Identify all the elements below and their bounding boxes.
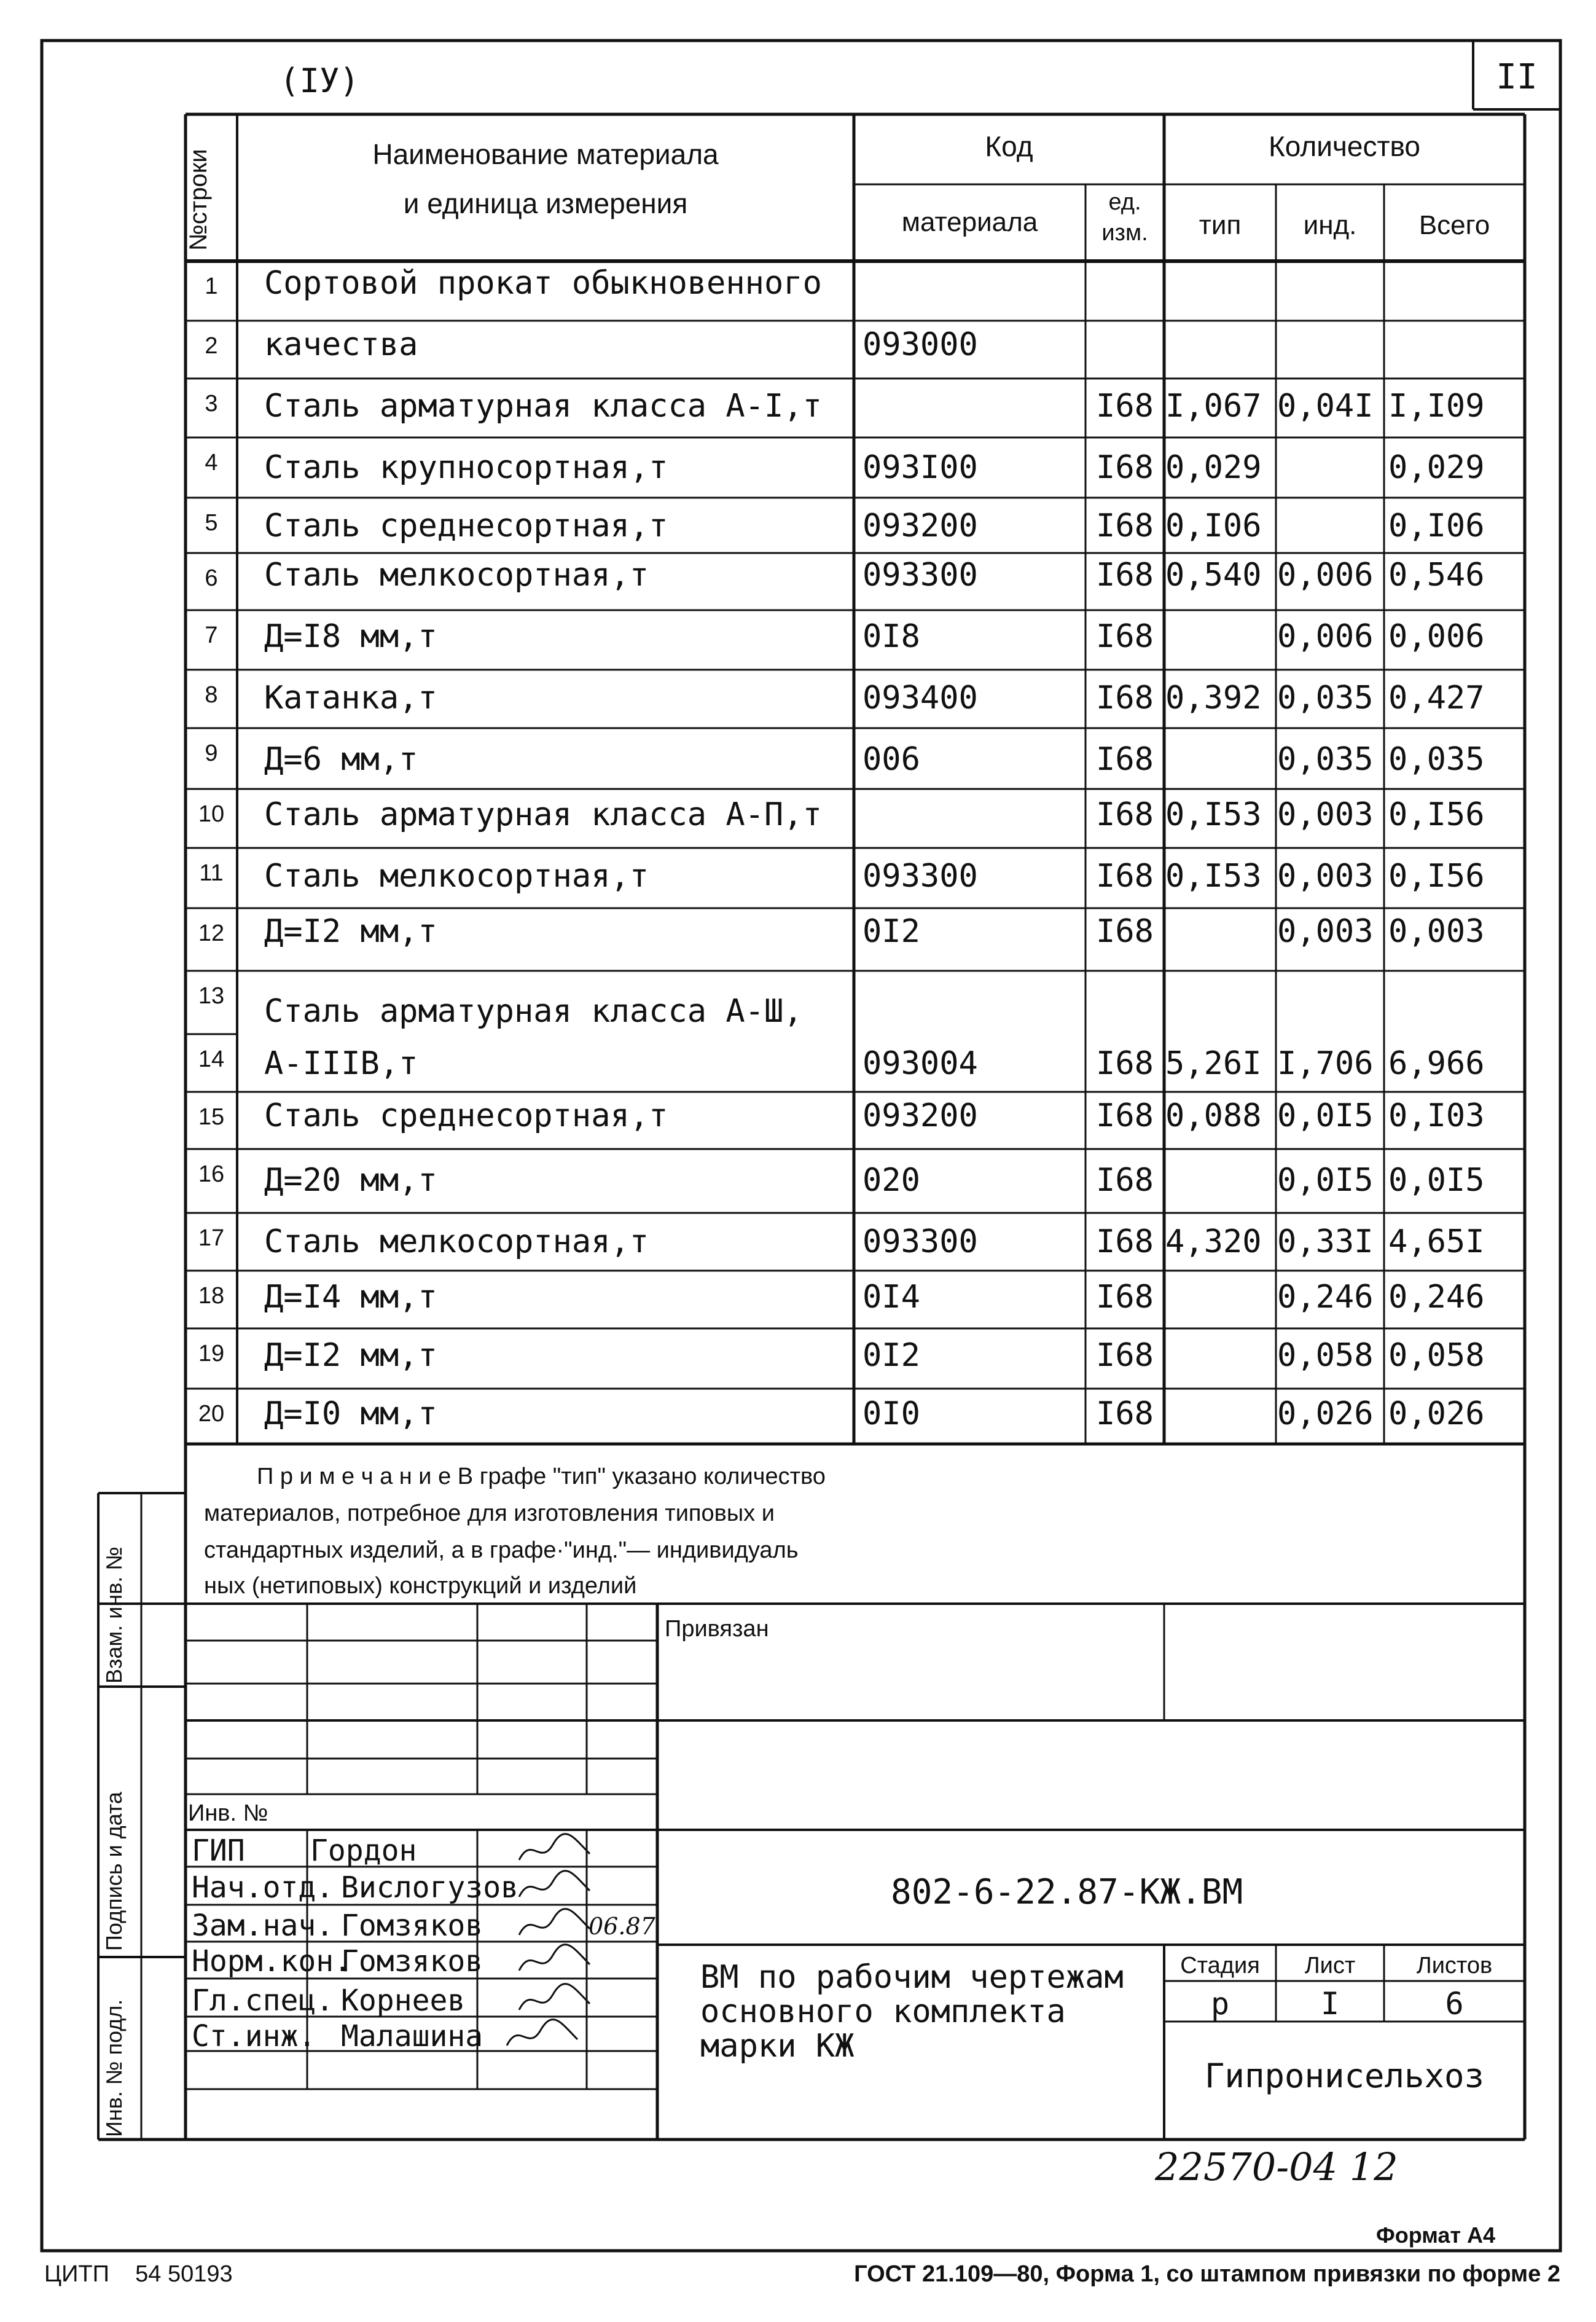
row-number: 10 xyxy=(198,801,225,827)
row-number: 2 xyxy=(205,333,218,359)
stamp-inv-no: Инв. № xyxy=(188,1800,268,1826)
row-number: 3 xyxy=(205,391,218,417)
cell-code: 093300 xyxy=(863,1223,978,1260)
row-number: 12 xyxy=(198,920,225,946)
header-unit-line2: изм. xyxy=(1101,220,1148,246)
cell-unit: I68 xyxy=(1096,1097,1154,1134)
signatory-name: Вислогузов xyxy=(341,1870,518,1905)
cell-ind: 0,003 xyxy=(1277,858,1374,895)
cell-name: Сталь среднесортная,т xyxy=(264,1097,668,1134)
footer-left: ЦИТП 54 50193 xyxy=(44,2261,233,2287)
signatory-role: Гл.спец. xyxy=(192,1983,334,2018)
cell-name: Д=I8 мм,т xyxy=(264,618,437,655)
cell-unit: I68 xyxy=(1096,1045,1154,1082)
stamp-stage: р xyxy=(1210,1986,1230,2022)
cell-total: 0,I06 xyxy=(1388,508,1485,544)
cell-unit: I68 xyxy=(1096,449,1154,486)
row-number: 7 xyxy=(205,622,218,648)
note-line4: ных (нетиповых) конструкций и изделий xyxy=(204,1573,637,1599)
cell-unit: I68 xyxy=(1096,1223,1154,1260)
note-line1: П р и м е ч а н и е В графе "тип" указано количество xyxy=(257,1464,826,1489)
note-line2: материалов, потребное для изготовления типовых и xyxy=(204,1500,775,1526)
cell-total: 0,546 xyxy=(1388,557,1485,594)
cell-code: 093400 xyxy=(863,680,978,716)
cell-name: Д=I2 мм,т xyxy=(264,1337,437,1374)
cell-ind: 0,006 xyxy=(1277,618,1374,655)
row-number: 6 xyxy=(205,565,218,591)
header-name-line2: и единица измерения xyxy=(403,187,688,219)
cell-code: 093I00 xyxy=(863,449,978,486)
cell-ind: 0,058 xyxy=(1277,1337,1374,1374)
cell-name: Сталь арматурная класса А-Ш, xyxy=(264,993,803,1030)
row-number: 1 xyxy=(205,273,218,299)
doc-title-line1: ВМ по рабочим чертежам xyxy=(700,1959,1124,1996)
cell-name: Сортовой прокат обыкновенного xyxy=(264,265,822,302)
cell-name: Д=I4 мм,т xyxy=(264,1279,437,1316)
row-number: 17 xyxy=(198,1225,225,1251)
row-number: 13 xyxy=(198,983,225,1009)
format-label: Формат А4 xyxy=(1376,2222,1496,2248)
section-label: (IУ) xyxy=(280,61,360,100)
cell-name: Сталь арматурная класса А-I,т xyxy=(264,388,822,425)
cell-type: I,067 xyxy=(1165,388,1262,425)
note-line3: стандартных изделий, а в графе·"инд."— индивидуаль xyxy=(204,1537,799,1563)
cell-type: 5,26I xyxy=(1165,1045,1262,1082)
cell-code: 0I8 xyxy=(863,618,920,655)
signatory-name: Гордон xyxy=(310,1834,417,1868)
cell-code: 093200 xyxy=(863,1097,978,1134)
cell-name: Д=I0 мм,т xyxy=(264,1395,437,1432)
signatory-name: Корнеев xyxy=(341,1983,466,2018)
row-number: 19 xyxy=(198,1341,225,1367)
row-number: 15 xyxy=(198,1104,225,1130)
cell-unit: I68 xyxy=(1096,1279,1154,1316)
signatory-name: Гомзяков xyxy=(341,1944,483,1979)
cell-total: 4,65I xyxy=(1388,1223,1485,1260)
cell-unit: I68 xyxy=(1096,618,1154,655)
cell-code: 020 xyxy=(863,1162,920,1199)
cell-code: 093004 xyxy=(863,1045,978,1082)
cell-ind: 0,33I xyxy=(1277,1223,1374,1260)
cell-code: 0I4 xyxy=(863,1279,920,1316)
doc-title-line3: марки КЖ xyxy=(700,2028,855,2065)
row-number: 8 xyxy=(205,682,218,708)
cell-ind: 0,0I5 xyxy=(1277,1162,1374,1199)
stamp-sheets-label: Листов xyxy=(1416,1953,1493,1979)
header-row-no: №строки xyxy=(185,149,212,251)
cell-unit: I68 xyxy=(1096,388,1154,425)
cell-type: 0,029 xyxy=(1165,449,1262,486)
signatory-role: ГИП xyxy=(192,1834,245,1868)
cell-type: 4,320 xyxy=(1165,1223,1262,1260)
cell-type: 0,I53 xyxy=(1165,858,1262,895)
stamp-date: 06.87 xyxy=(589,1913,655,1940)
cell-ind: 0,026 xyxy=(1277,1395,1374,1432)
row-number: 9 xyxy=(205,740,218,766)
cell-type: 0,I53 xyxy=(1165,796,1262,833)
signature-scribble xyxy=(516,1907,596,1944)
cell-name: Сталь мелкосортная,т xyxy=(264,1223,649,1260)
cell-code: 093200 xyxy=(863,508,978,544)
footer-right: ГОСТ 21.109—80, Форма 1, со штампом привязки по форме 2 xyxy=(854,2261,1560,2287)
signatory-role: Норм.кон. xyxy=(192,1944,352,1979)
cell-unit: I68 xyxy=(1096,913,1154,950)
cell-name: А-IIIВ,т xyxy=(264,1045,418,1082)
cell-total: 0,058 xyxy=(1388,1337,1485,1374)
header-qty-ind: инд. xyxy=(1303,210,1357,240)
cell-ind: 0,006 xyxy=(1277,557,1374,594)
cell-total: 0,029 xyxy=(1388,449,1485,486)
stamp-sheets: 6 xyxy=(1445,1986,1464,2022)
handwritten-number: 22570-04 12 xyxy=(1155,2144,1398,2189)
cell-total: 0,246 xyxy=(1388,1279,1485,1316)
header-qty-total: Всего xyxy=(1418,210,1490,240)
stamp-privyazan: Привязан xyxy=(665,1616,769,1642)
cell-code: 0I2 xyxy=(863,913,920,950)
header-qty-type: тип xyxy=(1199,210,1242,240)
row-number: 5 xyxy=(205,510,218,536)
cell-ind: 0,04I xyxy=(1277,388,1374,425)
cell-total: 0,026 xyxy=(1388,1395,1485,1432)
cell-name: Сталь мелкосортная,т xyxy=(264,557,649,594)
stamp-sheet: I xyxy=(1320,1986,1340,2022)
cell-unit: I68 xyxy=(1096,858,1154,895)
stamp-stage-label: Стадия xyxy=(1180,1953,1260,1979)
cell-total: 0,427 xyxy=(1388,680,1485,716)
cell-ind: I,706 xyxy=(1277,1045,1374,1082)
cell-unit: I68 xyxy=(1096,508,1154,544)
cell-type: 0,392 xyxy=(1165,680,1262,716)
cell-unit: I68 xyxy=(1096,1395,1154,1432)
row-number: 20 xyxy=(198,1401,225,1427)
cell-total: I,I09 xyxy=(1388,388,1485,425)
cell-total: 0,006 xyxy=(1388,618,1485,655)
cell-unit: I68 xyxy=(1096,1337,1154,1374)
header-qty-group: Количество xyxy=(1268,130,1421,162)
cell-name: Д=20 мм,т xyxy=(264,1162,437,1199)
cell-name: Сталь мелкосортная,т xyxy=(264,858,649,895)
row-number: 4 xyxy=(205,450,218,476)
cell-total: 0,035 xyxy=(1388,741,1485,778)
cell-type: 0,540 xyxy=(1165,557,1262,594)
cell-code: 0I2 xyxy=(863,1337,920,1374)
cell-total: 0,0I5 xyxy=(1388,1162,1485,1199)
signatory-name: Гомзяков xyxy=(341,1908,483,1943)
row-number: 16 xyxy=(198,1161,225,1187)
cell-unit: I68 xyxy=(1096,796,1154,833)
header-code-material: материала xyxy=(901,207,1038,237)
cell-ind: 0,035 xyxy=(1277,741,1374,778)
cell-name: качества xyxy=(264,326,418,363)
cell-ind: 0,003 xyxy=(1277,796,1374,833)
header-unit-line1: ед. xyxy=(1108,189,1141,215)
cell-unit: I68 xyxy=(1096,1162,1154,1199)
strip-signature-date: Подпись и дата xyxy=(101,1792,127,1951)
cell-unit: I68 xyxy=(1096,680,1154,716)
cell-total: 0,003 xyxy=(1388,913,1485,950)
signature-scribble xyxy=(504,2018,584,2055)
cell-total: 0,I56 xyxy=(1388,858,1485,895)
doc-title-line2: основного комплекта xyxy=(700,1993,1066,2030)
signatory-role: Нач.отд. xyxy=(192,1870,334,1905)
doc-code: 802-6-22.87-КЖ.ВМ xyxy=(891,1872,1243,1912)
signature-scribble xyxy=(516,1832,596,1869)
cell-code: 093300 xyxy=(863,858,978,895)
cell-total: 0,I03 xyxy=(1388,1097,1485,1134)
cell-code: 0I0 xyxy=(863,1395,920,1432)
page-number: II xyxy=(1496,57,1538,97)
cell-code: 093000 xyxy=(863,326,978,363)
header-code-group: Код xyxy=(985,130,1033,162)
row-number: 14 xyxy=(198,1046,225,1072)
header-name-line1: Наименование материала xyxy=(372,138,719,170)
signatory-role: Ст.инж. xyxy=(192,2019,316,2053)
cell-ind: 0,035 xyxy=(1277,680,1374,716)
cell-name: Сталь среднесортная,т xyxy=(264,508,668,544)
cell-name: Сталь крупносортная,т xyxy=(264,449,668,486)
cell-name: Сталь арматурная класса А-П,т xyxy=(264,796,822,833)
signature-scribble xyxy=(516,1869,596,1906)
signature-scribble xyxy=(516,1943,596,1980)
signatory-role: Зам.нач. xyxy=(192,1908,334,1943)
cell-type: 0,I06 xyxy=(1165,508,1262,544)
row-number: 11 xyxy=(199,860,224,886)
cell-code: 006 xyxy=(863,741,920,778)
cell-unit: I68 xyxy=(1096,557,1154,594)
cell-name: Катанка,т xyxy=(264,680,437,716)
cell-ind: 0,0I5 xyxy=(1277,1097,1374,1134)
cell-unit: I68 xyxy=(1096,741,1154,778)
cell-ind: 0,246 xyxy=(1277,1279,1374,1316)
strip-replace-inv: Взам. инв. № xyxy=(101,1546,127,1684)
row-number: 18 xyxy=(198,1283,225,1309)
signature-scribble xyxy=(516,1982,596,2019)
cell-name: Д=6 мм,т xyxy=(264,741,418,778)
cell-total: 6,966 xyxy=(1388,1045,1485,1082)
cell-type: 0,088 xyxy=(1165,1097,1262,1134)
cell-ind: 0,003 xyxy=(1277,913,1374,950)
cell-code: 093300 xyxy=(863,557,978,594)
organization-name: Гипронисельхоз xyxy=(1204,2057,1485,2095)
strip-inv-original: Инв. № подл. xyxy=(101,1999,127,2137)
stamp-sheet-label: Лист xyxy=(1304,1953,1356,1979)
cell-name: Д=I2 мм,т xyxy=(264,913,437,950)
signatory-name: Малашина xyxy=(341,2019,483,2053)
cell-total: 0,I56 xyxy=(1388,796,1485,833)
